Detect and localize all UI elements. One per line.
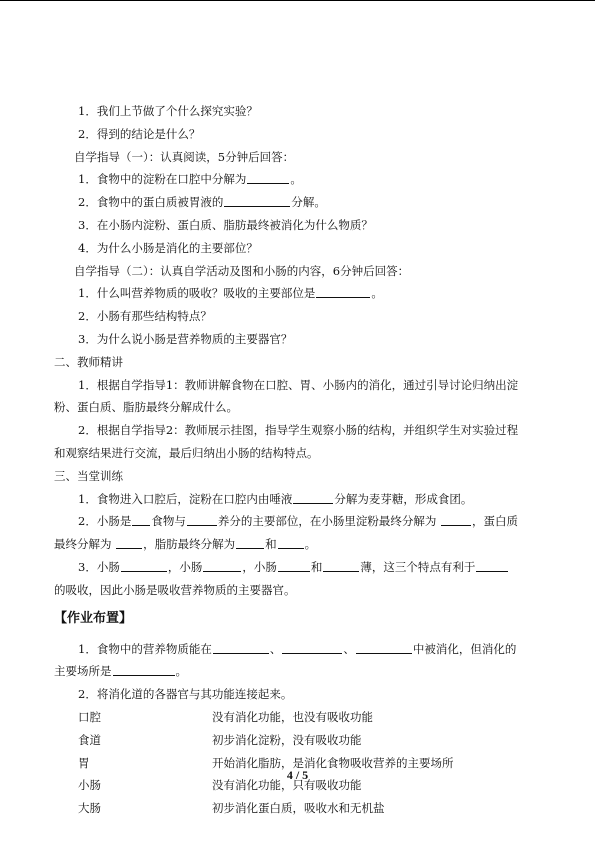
- organ-label[interactable]: 大肠: [78, 801, 101, 816]
- organ-label[interactable]: 小肠: [78, 778, 101, 793]
- function-label[interactable]: 初步消化蛋白质，吸收水和无机盐: [212, 801, 385, 816]
- practice-question-1: 1．食物进入口腔后，淀粉在口腔内由唾液 分解为麦芽糖，形成食团。: [78, 491, 473, 506]
- guide2-title: 自学指导（二）：认真自学活动及图和小肠的内容，6分钟后回答：: [74, 263, 410, 278]
- guide2-question-2: 2．小肠有那些结构特点？: [78, 309, 212, 324]
- answer-blank[interactable]: [316, 284, 370, 298]
- guide1-question-1: 1．食物中的淀粉在口腔中分解为 。: [78, 172, 302, 187]
- function-label[interactable]: 初步消化淀粉，没有吸收功能: [212, 732, 362, 747]
- teacher-paragraph-2-line-1: 2．根据自学指导2：教师展示挂图，指导学生观察小肠的结构，并组织学生对实验过程: [78, 423, 519, 438]
- answer-blank[interactable]: [356, 640, 412, 654]
- review-question-2: 2．得到的结论是什么？: [78, 126, 201, 141]
- answer-blank[interactable]: [187, 512, 217, 526]
- teacher-heading: 二、教师精讲: [54, 354, 123, 369]
- organ-label[interactable]: 胃: [78, 755, 90, 770]
- answer-blank[interactable]: [476, 558, 508, 572]
- homework-question-2: 2．将消化道的各器官与其功能连接起来。: [78, 687, 293, 702]
- guide1-question-3: 3．在小肠内淀粉、蛋白质、脂肪最终被消化为什么物质？: [78, 217, 373, 232]
- answer-blank[interactable]: [113, 662, 175, 676]
- answer-blank[interactable]: [224, 193, 290, 207]
- answer-blank[interactable]: [282, 640, 342, 654]
- match-row: [54, 797, 542, 820]
- answer-blank[interactable]: [323, 558, 359, 572]
- page-number: 4 / 5: [286, 768, 309, 782]
- answer-blank[interactable]: [203, 558, 241, 572]
- answer-blank[interactable]: [441, 512, 471, 526]
- organ-label[interactable]: 口腔: [78, 709, 101, 724]
- match-row: [54, 706, 542, 729]
- guide2-question-3: 3．为什么说小肠是营养物质的主要器官？: [78, 331, 293, 346]
- guide1-question-2: 2．食物中的蛋白质被胃液的 分解。: [78, 195, 326, 210]
- teacher-paragraph-1-line-1: 1．根据自学指导1：教师讲解食物在口腔、胃、小肠内的消化，通过引导讨论归纳出淀: [78, 377, 519, 392]
- answer-blank[interactable]: [236, 535, 264, 549]
- answer-blank[interactable]: [213, 640, 269, 654]
- answer-blank[interactable]: [278, 558, 310, 572]
- practice-heading: 三、当堂训练: [54, 468, 123, 483]
- document-body: [54, 100, 542, 820]
- answer-blank[interactable]: [132, 512, 150, 526]
- homework-question-1-line-2: 主要场所是 。: [54, 664, 187, 679]
- answer-blank[interactable]: [278, 535, 304, 549]
- answer-blank[interactable]: [247, 170, 289, 184]
- review-question-1: 1．我们上节做了个什么探究实验？: [78, 104, 258, 118]
- practice-question-2-line-1: 2．小肠是 食物与 养分的主要部位，在小肠里淀粉最终分解为 ，蛋白质: [78, 514, 518, 529]
- answer-blank[interactable]: [116, 535, 142, 549]
- practice-question-3-line-2: 的吸收，因此小肠是吸收营养物质的主要器官。: [54, 582, 296, 597]
- homework-question-1-line-1: 1．食物中的营养物质能在 、 、 中被消化，但消化的: [78, 641, 517, 656]
- homework-heading: 【作业布置】: [54, 610, 133, 626]
- guide1-title: 自学指导（一）：认真阅读，5分钟后回答：: [74, 149, 295, 164]
- top-rule: [0, 0, 595, 1]
- answer-blank[interactable]: [293, 490, 333, 504]
- function-label[interactable]: 没有消化功能，只有吸收功能: [212, 778, 362, 793]
- function-label[interactable]: 没有消化功能，也没有吸收功能: [212, 709, 373, 724]
- guide1-question-4: 4．为什么小肠是消化的主要部位？: [78, 240, 258, 255]
- practice-question-3-line-1: 3．小肠 ，小肠 ，小肠 和 薄，这三个特点有利于: [54, 556, 542, 579]
- function-label[interactable]: 开始消化脂肪，是消化食物吸收营养的主要场所: [212, 755, 454, 770]
- guide2-question-1: 1．什么叫营养物质的吸收？吸收的主要部位是 。: [78, 286, 383, 301]
- practice-question-2-line-2: 最终分解为 ，脂肪最终分解为 和 。: [54, 537, 317, 552]
- teacher-paragraph-1-line-2: 粉、蛋白质、脂肪最终分解成什么。: [54, 400, 238, 415]
- answer-blank[interactable]: [121, 558, 167, 572]
- organ-label[interactable]: 食道: [78, 732, 101, 747]
- match-row: [54, 729, 542, 752]
- teacher-paragraph-2-line-2: 和观察结果进行交流，最后归纳出小肠的结构特点。: [54, 445, 319, 460]
